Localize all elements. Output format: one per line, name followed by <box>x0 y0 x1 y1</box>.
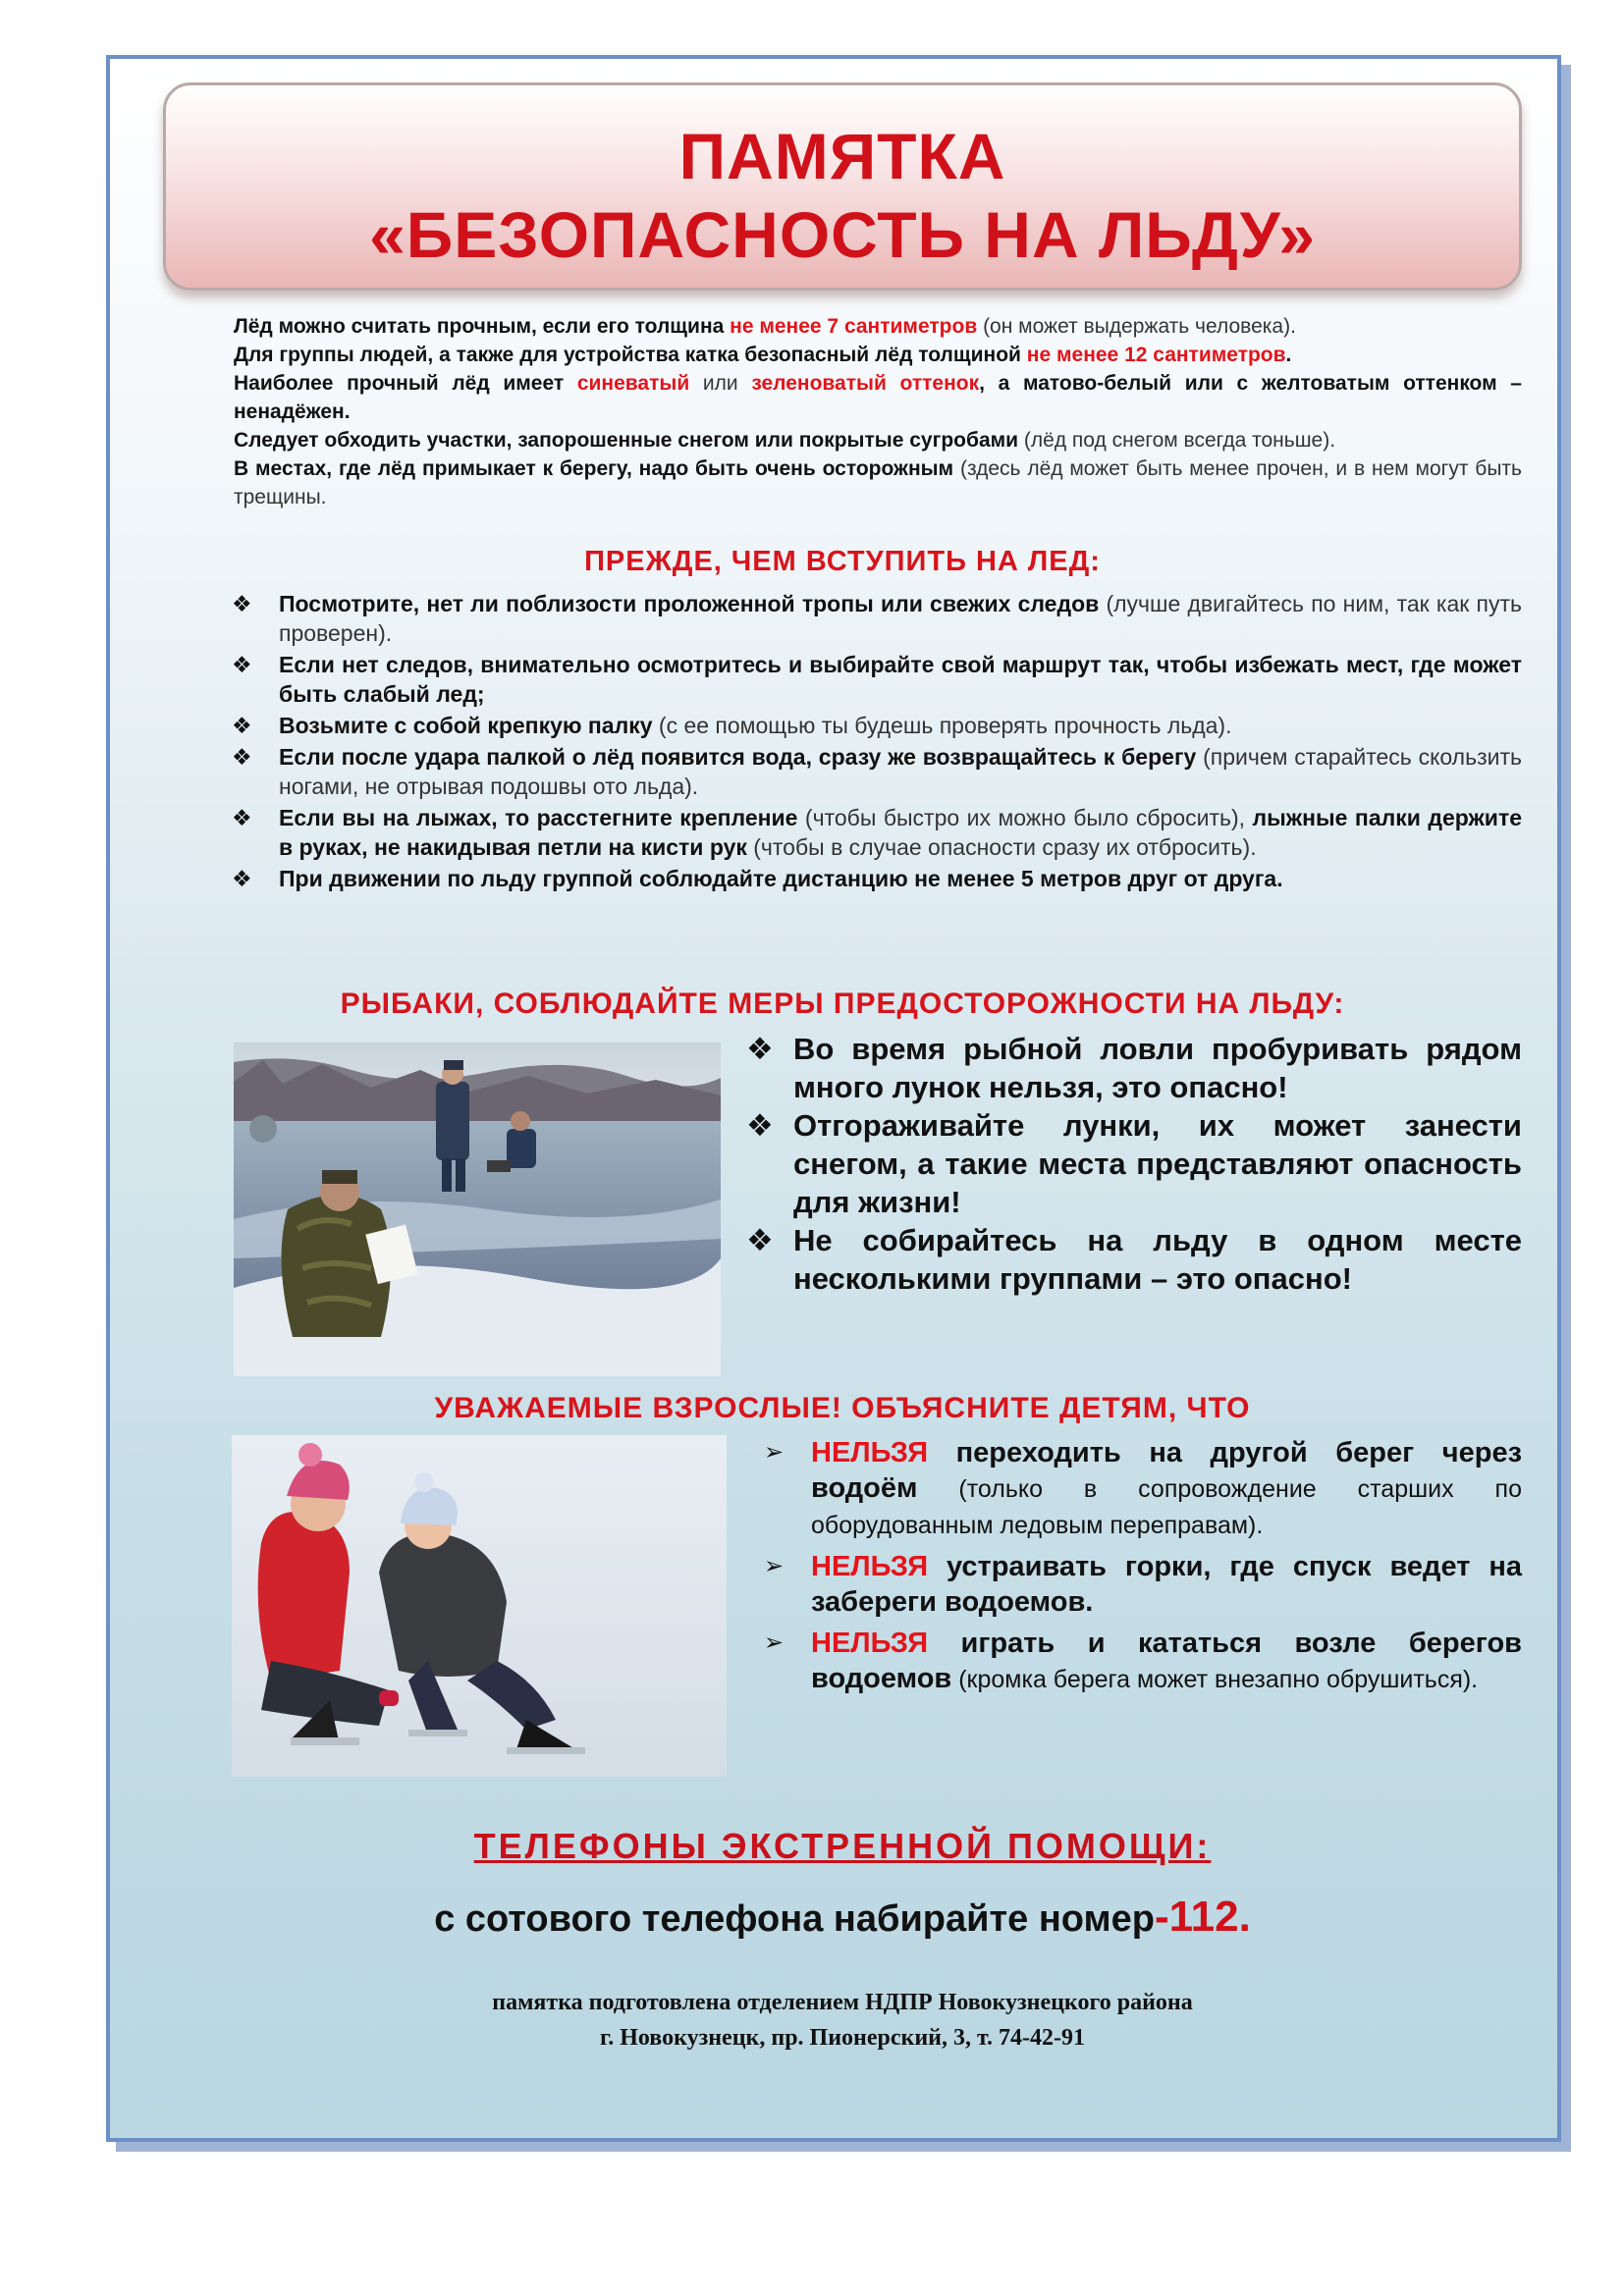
diamond-bullet-icon: ❖ <box>232 805 252 830</box>
diamond-bullet-icon: ❖ <box>232 866 252 891</box>
intro-paragraph <box>234 312 1522 341</box>
list-item <box>764 1549 1522 1620</box>
item-bold: Если после удара палкой о лёд появится вода, сразу же возвращайтесь к берегу <box>279 744 1197 770</box>
intro-text-normal: (он может выдержать человека). <box>977 315 1296 338</box>
diamond-bullet-icon: ❖ <box>232 744 252 770</box>
arrow-bullet-icon: ➢ <box>764 1629 785 1656</box>
diamond-bullet-icon: ❖ <box>232 652 252 677</box>
children-list <box>764 1435 1522 1703</box>
list-item <box>232 650 1522 709</box>
fishermen-list <box>746 1030 1522 1298</box>
footer-line-2: г. Новокузнецк, пр. Пионерский, 3, т. 74-42-91 <box>600 2025 1085 2051</box>
intro-text-bold: В местах, где лёд примыкает к берегу, надо быть очень осторожным <box>234 457 954 480</box>
item-bold: играть и кататься возле берегов водоемов <box>811 1628 1522 1694</box>
intro-text-normal: (здесь лёд может быть менее прочен, и в нем могут быть трещины. <box>234 457 1522 508</box>
item-text: Во время рыбной ловли пробуривать рядом много лунок нельзя, это опасно! <box>793 1032 1522 1104</box>
arrow-bullet-icon: ➢ <box>764 1439 785 1466</box>
list-item <box>232 742 1522 801</box>
intro-text-bold: . <box>1285 344 1292 366</box>
footer-line-1: памятка подготовлена отделением НДПР Новокузнецкого района <box>492 1990 1193 2015</box>
item-normal: (чтобы быстро их можно было сбросить), <box>797 805 1253 830</box>
intro-text-bold: , а матово-белый или с желтоватым оттенком – ненадёжен. <box>234 372 1522 423</box>
diamond-bullet-icon: ❖ <box>746 1108 774 1143</box>
item-bold: При движении по льду группой соблюдайте дистанцию не менее 5 метров друг от друга. <box>279 866 1283 891</box>
intro-text-bold: Наиболее прочный лёд имеет <box>234 372 577 395</box>
list-item <box>232 589 1522 648</box>
diamond-bullet-icon: ❖ <box>232 713 252 738</box>
item-normal: (с ее помощью ты будешь проверять прочность льда). <box>652 713 1232 738</box>
intro-paragraph <box>234 426 1522 454</box>
intro-text-bold: Для группы людей, а также для устройства катка безопасный лёд толщиной <box>234 344 1027 366</box>
intro-highlight: не менее 12 сантиметров <box>1026 344 1286 366</box>
forbidden-word: НЕЛЬЗЯ <box>811 1628 929 1659</box>
item-normal: (лучше двигайтесь по ним, так как путь проверен). <box>279 591 1522 646</box>
list-item <box>764 1626 1522 1697</box>
title-line-1: ПАМЯТКА <box>678 120 1006 192</box>
list-item <box>746 1030 1522 1106</box>
intro-paragraph <box>234 369 1522 426</box>
item-normal: (причем старайтесь скользить ногами, не отрывая подошвы ото льда). <box>279 744 1522 799</box>
section-heading-adults: УВАЖАЕМЫЕ ВЗРОСЛЫЕ! ОБЪЯСНИТЕ ДЕТЯМ, ЧТО <box>434 1392 1251 1424</box>
intro-paragraph <box>234 454 1522 511</box>
list-item <box>746 1221 1522 1298</box>
item-text: Не собирайтесь на льду в одном месте несколькими группами – это опасно! <box>793 1223 1522 1296</box>
before-ice-list <box>232 589 1522 895</box>
list-item <box>232 711 1522 740</box>
item-normal: (чтобы в случае опасности сразу их отбросить). <box>746 834 1257 860</box>
children-photo <box>232 1435 727 1777</box>
intro-highlight: зеленоватый оттенок <box>751 372 980 395</box>
item-bold: устраивать горки, где спуск ведет на забереги водоемов. <box>811 1551 1522 1618</box>
arrow-bullet-icon: ➢ <box>764 1553 785 1579</box>
item-bold: Если вы на лыжах, то расстегните крепление <box>279 805 798 830</box>
list-item <box>764 1435 1522 1543</box>
section-heading-fishermen: РЫБАКИ, СОБЛЮДАЙТЕ МЕРЫ ПРЕДОСТОРОЖНОСТИ НА ЛЬДУ: <box>340 988 1345 1020</box>
list-item <box>232 864 1522 893</box>
intro-highlight: не менее 7 сантиметров <box>730 315 978 338</box>
item-normal: (кромка берега может внезапно обрушиться). <box>951 1666 1479 1693</box>
item-bold: Посмотрите, нет ли поблизости проложенной тропы или свежих следов <box>279 591 1100 616</box>
item-bold: переходить на другой берег через водоём <box>811 1437 1522 1504</box>
title-banner <box>163 82 1522 291</box>
forbidden-word: НЕЛЬЗЯ <box>811 1437 929 1468</box>
intro-text <box>234 312 1522 511</box>
title-line-2: «БЕЗОПАСНОСТЬ НА ЛЬДУ» <box>369 198 1316 271</box>
intro-highlight: синеватый <box>576 372 690 395</box>
diamond-bullet-icon: ❖ <box>746 1032 774 1066</box>
intro-text-bold: Следует обходить участки, запорошенные снегом или покрытые сугробами <box>234 429 1019 452</box>
section-heading-before-ice: ПРЕЖДЕ, ЧЕМ ВСТУПИТЬ НА ЛЕД: <box>584 546 1101 577</box>
intro-text-normal: (лёд под снегом всегда тоньше). <box>1018 429 1336 452</box>
diamond-bullet-icon: ❖ <box>746 1223 774 1257</box>
forbidden-word: НЕЛЬЗЯ <box>811 1551 929 1582</box>
item-normal: (только в сопровождение старших по оборудованным ледовым переправам). <box>811 1475 1522 1539</box>
item-text: Отгораживайте лунки, их может занести снегом, а такие места представляют опасность для жизни! <box>793 1108 1522 1219</box>
dial-text: с сотового телефона набирайте номер <box>434 1898 1155 1940</box>
list-item <box>232 803 1522 862</box>
dial-instruction <box>163 1893 1522 1942</box>
diamond-bullet-icon: ❖ <box>232 591 252 616</box>
item-bold: лыжные палки держите в руках, не накидывая петли на кисти рук <box>279 805 1523 860</box>
intro-text-bold: Лёд можно считать прочным, если его толщина <box>234 315 731 338</box>
footer <box>163 1985 1522 2056</box>
intro-text-normal: или <box>689 372 752 395</box>
list-item <box>746 1106 1522 1221</box>
item-bold: Возьмите с собой крепкую палку <box>279 713 653 738</box>
emergency-phones-heading: ТЕЛЕФОНЫ ЭКСТРЕННОЙ ПОМОЩИ: <box>473 1826 1212 1866</box>
emergency-number: -112. <box>1154 1893 1251 1941</box>
item-bold: Если нет следов, внимательно осмотритесь и выбирайте свой маршрут так, чтобы избежать мест, где может быть слабый лед; <box>279 652 1522 707</box>
fishermen-photo <box>234 1042 721 1376</box>
intro-paragraph <box>234 341 1522 369</box>
